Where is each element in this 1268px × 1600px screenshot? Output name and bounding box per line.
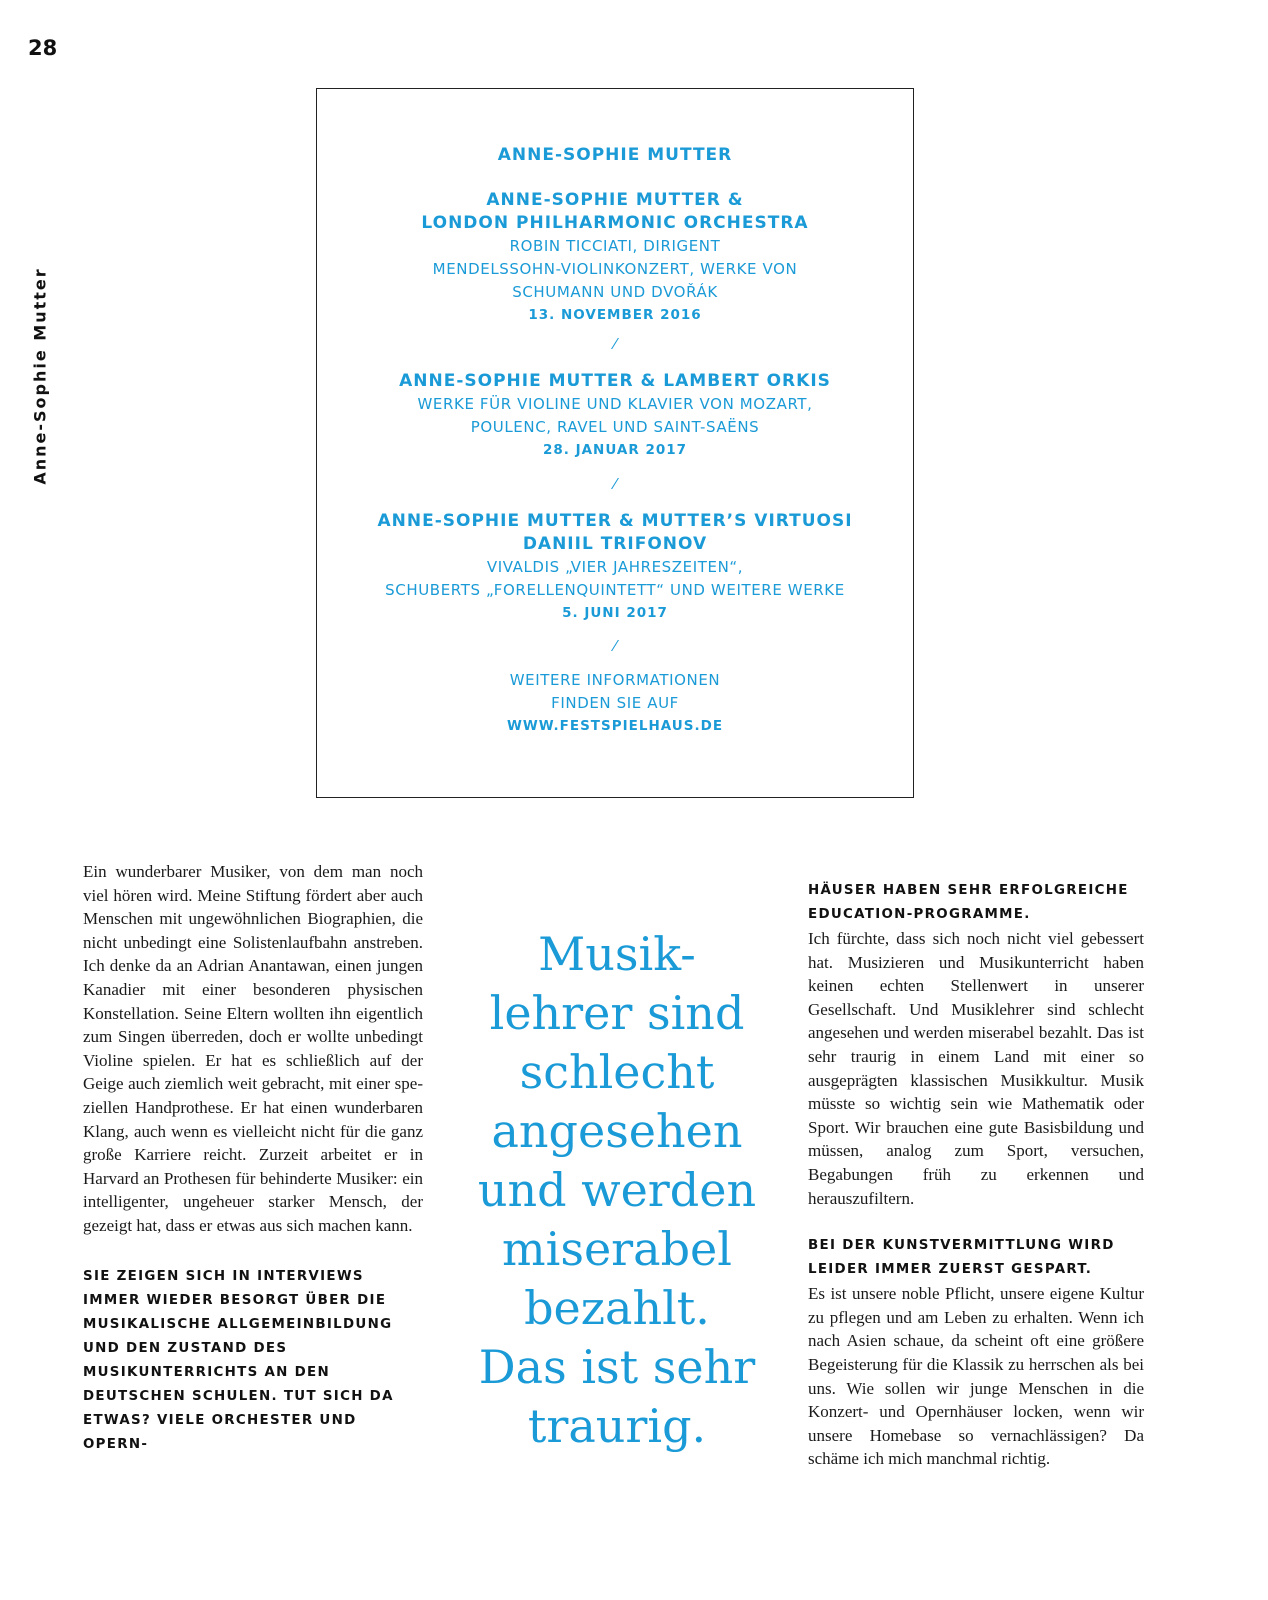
event-date: 28. JANUAR 2017 [542, 442, 688, 458]
event-detail: WERKE FÜR VIOLINE UND KLAVIER VON MOZART, [417, 395, 813, 413]
event-name: ANNE-SOPHIE MUTTER & [486, 190, 744, 210]
event-name: ANNE-SOPHIE MUTTER & MUTTER’S VIRTUOSI [377, 511, 853, 531]
event-name: ANNE-SOPHIE MUTTER & LAMBERT ORKIS [399, 371, 831, 391]
interview-question: HÄUSER HABEN SEHR ERFOLGREICHE EDUCATION-PROGRAMME. [808, 883, 1129, 922]
pull-quote-line: lehrer sind [489, 986, 745, 1040]
right-column [808, 879, 1144, 1471]
more-info-line: FINDEN SIE AUF [551, 694, 679, 712]
event-mutters-virtuosi [317, 510, 913, 624]
pull-quote-line: Das ist sehr [478, 1340, 756, 1394]
event-detail: SCHUBERTS „FORELLENQUINTETT“ UND WEITERE WERKE [385, 581, 845, 599]
page-number: 28 [28, 36, 58, 60]
event-london-philharmonic [317, 189, 913, 326]
pull-quote-line: Musik- [538, 927, 696, 981]
event-detail: ROBIN TICCIATI, DIRIGENT [509, 237, 721, 255]
left-column [83, 860, 423, 1457]
interview-question: SIE ZEIGEN SICH IN INTERVIEWS IMMER WIEDER BESORGT ÜBER DIE MUSIKALISCHE ALLGEMEINBILDUNG UND DEN ZUSTAND DES MUSIKUNTERRICHTS AN DEN DEUTSCHEN SCHULEN. TUT SICH DA ETWAS? VIELE ORCHESTER UND OPERN- [83, 1268, 394, 1452]
pull-quote-line: bezahlt. [524, 1281, 710, 1335]
event-date: 5. JUNI 2017 [562, 605, 668, 621]
running-head: Anne-Sophie Mutter [30, 267, 50, 485]
body-paragraph: Ein wunderbarer Musiker, von dem man noch viel hören wird. Meine Stiftung fördert aber auch Menschen mit ungewöhnlichen Biographien, die nicht unbedingt eine Solistenlaufbahn anstreben. Ich denke da an Adrian Anantawan, einen jungen Kanadier mit einer besonderen physischen Konstellation. Seine Eltern wollten ihn eigentlich zum Singen überreden, doch er wollte unbedingt Violine spielen. Er hat es schließlich auf der Geige auch ziemlich weit gebracht, mit einer speziellen Handprothese. Er hat einen wunderbaren Klang, auch wenn es vielleicht nicht für die ganz große Karriere reicht. Zurzeit arbeitet er in Harvard an Prothesen für behinderte Musiker: ein intelligenter, ungeheuer starker Mensch, der gezeigt hat, dass er etwas aus sich machen kann. [83, 862, 423, 1235]
event-detail: VIVALDIS „VIER JAHRESZEITEN“, [486, 558, 744, 576]
interview-question: BEI DER KUNSTVERMITTLUNG WIRD LEIDER IMMER ZUERST GESPART. [808, 1238, 1115, 1278]
event-name: DANIIL TRIFONOV [522, 534, 708, 554]
separator: ⁄ [613, 637, 617, 655]
website-link[interactable]: WWW.FESTSPIELHAUS.DE [506, 718, 724, 734]
separator: ⁄ [613, 475, 617, 493]
body-paragraph: Es ist unsere noble Pflicht, unsere eigene Kultur zu pflegen und am Leben zu erhalten. Wenn ich nach Asien schaue, da scheint oft eine größere Begeisterung für die Klassik zu herrschen als bei uns. Wie sollen wir junge Menschen in die Konzert- und Opernhäuser locken, wenn wir unsere Homebase so vernachlässigen? Da schäme ich mich manchmal richtig. [808, 1284, 1144, 1469]
pull-quote-line: miserabel [502, 1222, 732, 1276]
body-paragraph: Ich fürchte, dass sich noch nicht viel gebessert hat. Musizieren und Musikunterricht haben keinen echten Stellenwert in unserer Gesellschaft. Und Musiklehrer sind schlecht angesehen und werden miserabel bezahlt. Das ist sehr traurig in einem Land mit einer so ausgeprägten klassischen Musikkultur. Musik müsste so wichtig sein wie Mathematik oder Sport. Wir brauchen eine gute Basisbildung und müssen, analog zum Sport, versuchen, Begabungen früh zu erkennen und herauszufiltern. [808, 929, 1144, 1208]
event-name: LONDON PHILHARMONIC ORCHESTRA [421, 213, 809, 233]
event-detail: SCHUMANN UND DVOŘÁK [512, 283, 718, 301]
event-detail: MENDELSSOHN-VIOLINKONZERT, WERKE VON [432, 260, 798, 278]
pull-quote [467, 925, 767, 1456]
event-date: 13. NOVEMBER 2016 [528, 307, 702, 323]
pull-quote-line: und werden [477, 1163, 757, 1217]
box-title: ANNE-SOPHIE MUTTER [497, 145, 733, 165]
event-info-box [316, 88, 914, 798]
pull-quote-line: traurig. [527, 1399, 707, 1453]
event-detail: POULENC, RAVEL UND SAINT-SAËNS [470, 418, 760, 436]
separator: ⁄ [613, 335, 617, 353]
more-info [317, 669, 913, 737]
event-lambert-orkis [317, 370, 913, 461]
pull-quote-line: angesehen [491, 1104, 743, 1158]
more-info-line: WEITERE INFORMATIONEN [509, 671, 721, 689]
pull-quote-line: schlecht [519, 1045, 715, 1099]
